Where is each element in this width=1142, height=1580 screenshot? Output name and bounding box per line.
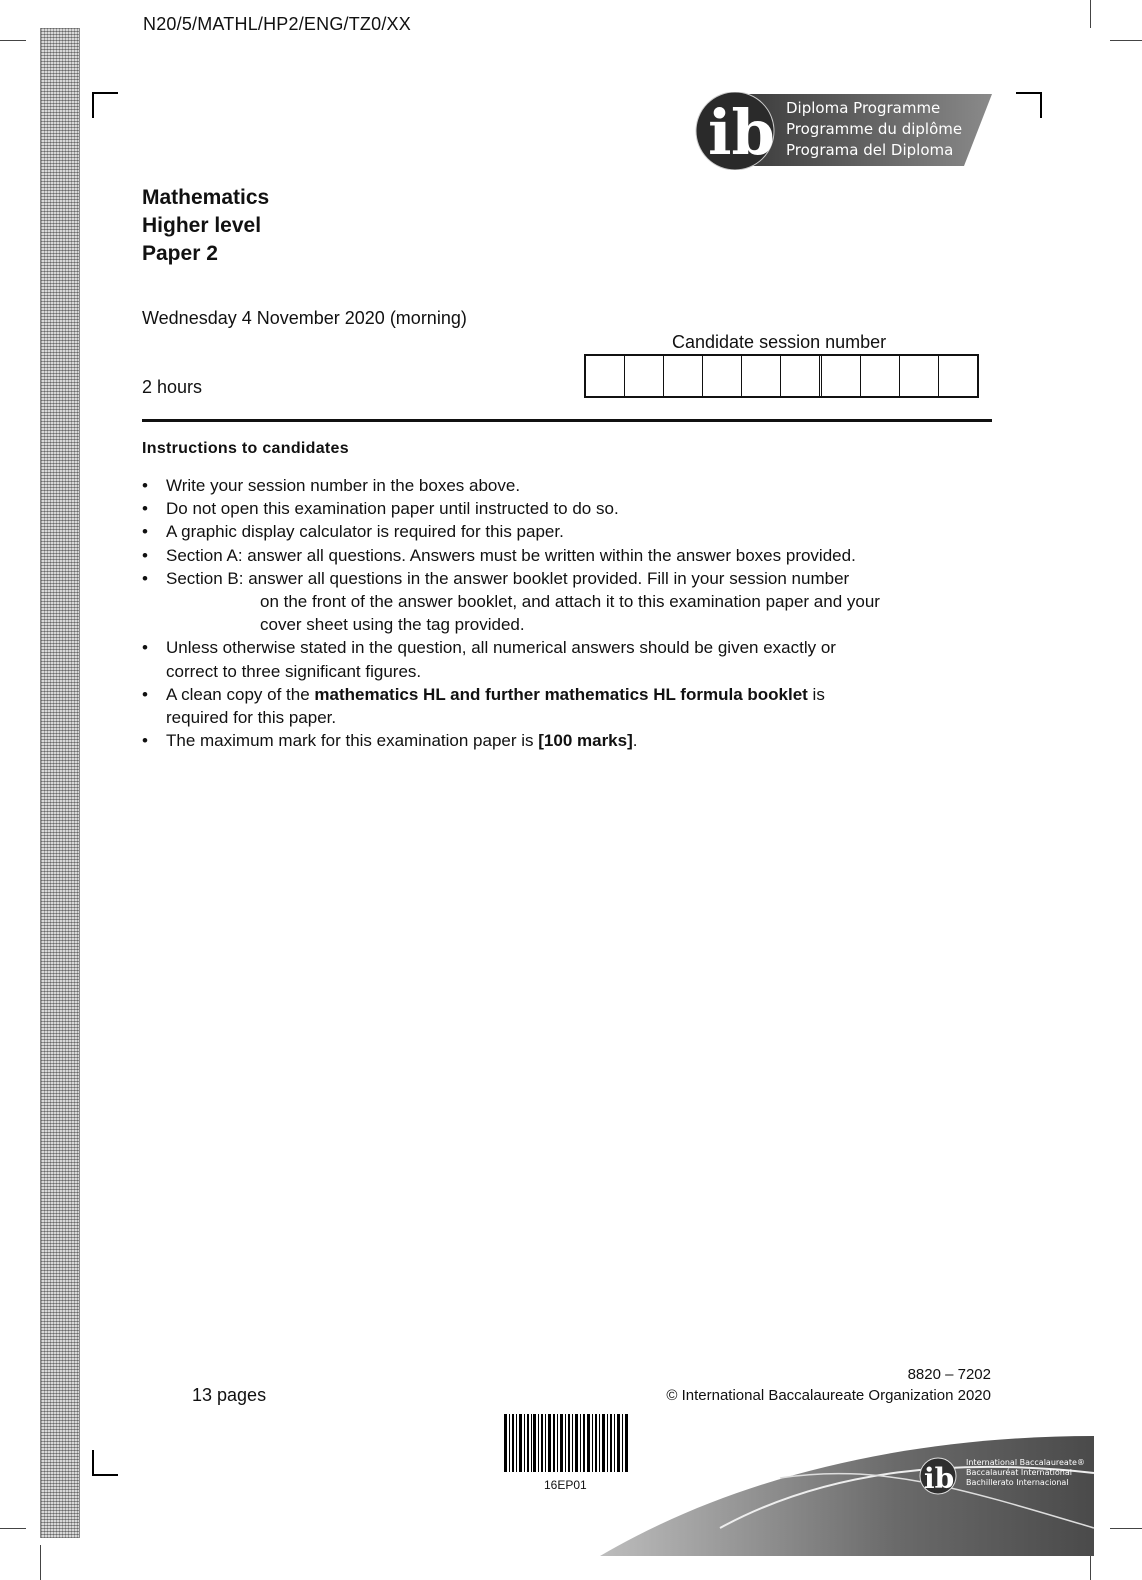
ib-logo-text [786, 98, 962, 161]
section-b-prefix: Section B: [166, 568, 249, 588]
session-digit-box[interactable] [664, 356, 703, 396]
session-digit-box[interactable] [742, 356, 781, 396]
session-digit-box[interactable] [822, 356, 861, 396]
session-digit-box[interactable] [861, 356, 900, 396]
copyright-notice: © International Baccalaureate Organization 2020 [666, 1387, 991, 1404]
exam-date: Wednesday 4 November 2020 (morning) [142, 308, 467, 328]
registration-corner-top-left [92, 92, 118, 118]
session-number-label: Candidate session number [672, 332, 887, 352]
perforated-margin-strip [40, 28, 80, 1538]
ib-organisation-names [966, 1458, 1085, 1488]
barcode-label: 16EP01 [544, 1478, 587, 1492]
instruction-item: • Do not open this examination paper until instructed to do so. [142, 499, 619, 519]
instruction-text: cover sheet using the tag provided. [260, 615, 525, 635]
instruction-text: A clean copy of the [166, 684, 315, 704]
registration-corner-top-right [1016, 92, 1042, 118]
trim-mark [1110, 1528, 1142, 1529]
instruction-text: Do not open this examination paper until instructed to do so. [166, 499, 619, 519]
instruction-text: correct to three significant figures. [166, 661, 422, 681]
paper-number: Paper 2 [142, 242, 218, 265]
instructions-heading: Instructions to candidates [142, 440, 349, 457]
instruction-text: is [807, 684, 825, 704]
instruction-item: • A graphic display calculator is required for this paper. [142, 522, 564, 542]
instruction-text: The maximum mark for this examination paper is [166, 731, 539, 751]
registration-corner-bottom-left [92, 1450, 118, 1476]
formula-booklet-name: mathematics HL and further mathematics HL formula booklet [314, 684, 808, 704]
session-digit-box[interactable] [781, 356, 822, 396]
instruction-item: • Section A: answer all questions. Answers must be written within the answer boxes provided. [142, 545, 856, 565]
trim-mark [40, 1545, 41, 1580]
instruction-text: A graphic display calculator is required for this paper. [166, 522, 564, 542]
instruction-text: . [632, 731, 638, 751]
instruction-item: • The maximum mark for this examination paper is [100 marks]. [142, 731, 638, 751]
instruction-text: Write your session number in the boxes above. [166, 476, 521, 495]
svg-text:ib: ib [708, 96, 775, 169]
logo-line: Programa del Diploma [786, 141, 954, 159]
divider-rule [142, 419, 992, 422]
max-marks: [100 marks] [538, 731, 633, 751]
logo-line: Programme du diplôme [786, 120, 963, 138]
svg-text:ib: ib [924, 1462, 955, 1495]
org-line: Baccalauréat International [966, 1468, 1072, 1477]
org-line: Bachillerato Internacional [966, 1478, 1069, 1487]
instruction-item: • Section B: answer all questions in the answer booklet provided. Fill in your session number on the front of the answer booklet, and attach it to this examination paper and your cover sheet using the tag provided. [142, 567, 992, 637]
page-count: 13 pages [192, 1385, 267, 1405]
instruction-text: on the front of the answer booklet, and attach it to this examination paper and your [260, 592, 880, 612]
level-title: Higher level [142, 214, 262, 237]
session-digit-box[interactable] [625, 356, 664, 396]
trim-mark [1110, 40, 1142, 41]
trim-mark [0, 1528, 26, 1529]
instruction-item: • Write your session number in the boxes above. [142, 476, 521, 495]
instruction-text: Section A: answer all questions. Answers must be written within the answer boxes provided. [166, 545, 856, 565]
ib-footer-band [600, 1428, 1094, 1558]
trim-mark [0, 40, 26, 41]
paper-reference-code: 8820 – 7202 [907, 1366, 991, 1383]
session-digit-box[interactable] [586, 356, 625, 396]
instruction-text: required for this paper. [166, 708, 337, 728]
subject-title: Mathematics [142, 186, 270, 209]
session-digit-box[interactable] [703, 356, 742, 396]
trim-mark [1090, 0, 1091, 28]
instruction-text: Unless otherwise stated in the question, all numerical answers should be given exactly or [166, 638, 836, 658]
logo-line: Diploma Programme [786, 99, 941, 117]
instruction-item: • Unless otherwise stated in the question, all numerical answers should be given exactly or correct to three significant figures. [142, 638, 836, 681]
paper-title-block [142, 184, 269, 268]
instruction-item: • A clean copy of the mathematics HL and further mathematics HL formula booklet is required for this paper. [142, 684, 825, 728]
session-digit-box[interactable] [900, 356, 939, 396]
instructions-list [142, 474, 992, 752]
instruction-text: answer all questions in the answer booklet provided. Fill in your session number [248, 568, 850, 588]
session-digit-box[interactable] [939, 356, 977, 396]
exam-duration: 2 hours [142, 377, 203, 397]
paper-code: N20/5/MATHL/HP2/ENG/TZ0/XX [143, 14, 411, 34]
session-number-boxes [584, 354, 979, 398]
org-line: International Baccalaureate® [966, 1458, 1085, 1467]
